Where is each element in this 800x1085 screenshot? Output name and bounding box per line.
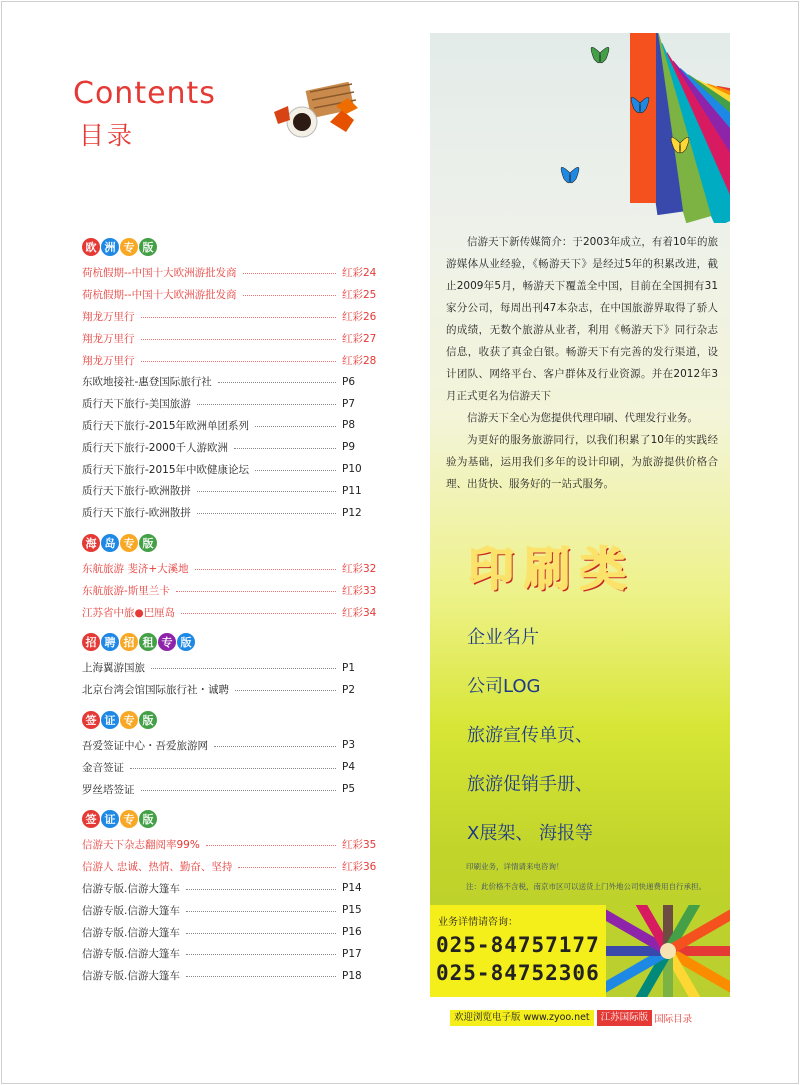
butterfly-icon bbox=[591, 47, 609, 63]
section-title-char: 专 bbox=[120, 810, 138, 828]
footer-site: 欢迎浏览电子版 www.zyoo.net bbox=[450, 1010, 594, 1026]
section-header bbox=[82, 232, 382, 262]
contents-entry-name: 信游天下杂志翻阅率99% bbox=[82, 839, 200, 852]
contents-entry-name: 金音签证 bbox=[82, 761, 124, 774]
contents-entry-name: 东欧地接社-惠登国际旅行社 bbox=[82, 376, 212, 389]
contents-entry-name: 北京台湾会馆国际旅行社・诚聘 bbox=[82, 684, 229, 697]
contents-entry-name: 信游专版.信游大篷车 bbox=[82, 882, 180, 895]
dot-leader bbox=[218, 382, 336, 383]
dot-leader bbox=[197, 491, 336, 492]
section-title-char: 租 bbox=[139, 633, 157, 651]
section-header bbox=[82, 528, 382, 558]
intro-paragraph-1: 信游天下新传媒简介：于2003年成立，有着10年的旅游媒体从业经验，《畅游天下》是经过5年的积累改进，截止2009年5月，畅游天下覆盖全中国，目前在全国拥有31家分公司，每周出刊47本杂志，在中国旅游界取得了骄人的成绩，无数个旅游从业者，利用《畅游天下》同行杂志信息，收获了真金白银。畅游天下有完善的发行渠道，设计团队、网络平台、客户群体及行业资源。并在2012年3月正式更名为信游天下 bbox=[446, 236, 718, 402]
contents-entry-name: 质行天下旅行-欧洲散拼 bbox=[82, 507, 191, 520]
contents-row[interactable] bbox=[82, 735, 382, 757]
contents-entry-page: P17 bbox=[342, 947, 362, 960]
section-header bbox=[82, 627, 382, 657]
contents-entry-name: 质行天下旅行-2000千人游欧洲 bbox=[82, 441, 229, 454]
contents-entry-page: 红彩35 bbox=[342, 839, 377, 852]
contents-row[interactable] bbox=[82, 371, 382, 393]
contact-label: 业务详情请咨询： bbox=[438, 917, 518, 928]
contents-row[interactable] bbox=[82, 436, 382, 458]
service-item: 旅游宣传单页、 bbox=[467, 725, 593, 746]
section bbox=[82, 528, 382, 623]
contents-row[interactable] bbox=[82, 458, 382, 480]
contents-row[interactable] bbox=[82, 778, 382, 800]
section-header bbox=[82, 705, 382, 735]
service-item: X展架、 海报等 bbox=[467, 823, 594, 844]
section-title-char: 专 bbox=[120, 238, 138, 256]
fan-strip bbox=[630, 33, 656, 203]
phone-number-2: 025-84752306 bbox=[436, 961, 600, 985]
contents-entry-name: 信游专版.信游大篷车 bbox=[82, 948, 180, 961]
print-category-title: 印刷类 bbox=[468, 542, 636, 596]
contents-entry-name: 东航旅游 斐济+大溪地 bbox=[82, 562, 189, 575]
contents-entry-name: 荷杭假期--中国十大欧洲游批发商 bbox=[82, 267, 237, 280]
contents-row[interactable] bbox=[82, 262, 382, 284]
contents-row[interactable] bbox=[82, 679, 382, 701]
section bbox=[82, 627, 382, 701]
contents-entry-page: P10 bbox=[342, 463, 362, 476]
contents-row[interactable] bbox=[82, 899, 382, 921]
section-title-char: 洲 bbox=[101, 238, 119, 256]
section-title-char: 版 bbox=[177, 633, 195, 651]
color-fan-butterflies-image bbox=[530, 33, 730, 223]
service-item: 旅游促销手册、 bbox=[467, 774, 593, 795]
intro-paragraph-2: 信游天下全心为您提供代理印刷、代理发行业务。 bbox=[467, 412, 698, 424]
contents-entry-page: P14 bbox=[342, 882, 362, 895]
contents-row[interactable] bbox=[82, 415, 382, 437]
pencil-center bbox=[660, 943, 676, 959]
section bbox=[82, 232, 382, 524]
footer bbox=[450, 1010, 692, 1026]
contents-entry-name: 上海翼游国旅 bbox=[82, 662, 145, 675]
contents-entry-name: 质行天下旅行-2015年欧洲单团系列 bbox=[82, 419, 250, 432]
contents-entry-page: P8 bbox=[342, 419, 356, 432]
dot-leader bbox=[186, 933, 336, 934]
contents-row[interactable] bbox=[82, 558, 382, 580]
contents-entry-page: 红彩24 bbox=[342, 267, 377, 280]
contents-entry-name: 质行天下旅行-2015年中欧健康论坛 bbox=[82, 463, 250, 476]
section-title-char: 证 bbox=[101, 810, 119, 828]
dot-leader bbox=[130, 768, 336, 769]
service-item: 企业名片 bbox=[467, 627, 539, 648]
dot-leader bbox=[181, 613, 336, 614]
section bbox=[82, 705, 382, 800]
contents-row[interactable] bbox=[82, 965, 382, 987]
contents-row[interactable] bbox=[82, 921, 382, 943]
dot-leader bbox=[197, 404, 336, 405]
coffee-leaves-decoration bbox=[270, 82, 360, 142]
service-item: 公司LOG bbox=[467, 676, 541, 697]
section-title-char: 招 bbox=[82, 633, 100, 651]
contents-row[interactable] bbox=[82, 393, 382, 415]
contents-entry-name: 质行天下旅行-欧洲散拼 bbox=[82, 485, 191, 498]
section-title-char: 专 bbox=[158, 633, 176, 651]
contents-row[interactable] bbox=[82, 657, 382, 679]
contents-entry-name: 江苏省中旅●巴厘岛 bbox=[82, 606, 176, 619]
contents-entry-page: P6 bbox=[342, 375, 356, 388]
contents-entry-page: P4 bbox=[342, 761, 356, 774]
contents-entry-page: P16 bbox=[342, 926, 362, 939]
dot-leader bbox=[176, 591, 336, 592]
contents-entry-name: 翔龙万里行 bbox=[82, 354, 135, 367]
contents-entry-page: 红彩32 bbox=[342, 562, 377, 575]
section-title-char: 版 bbox=[139, 810, 157, 828]
section-title-char: 证 bbox=[101, 711, 119, 729]
contents-row[interactable] bbox=[82, 756, 382, 778]
price-note: 注：此价格不含税，南京市区可以送货上门外地公司快递费用自行承担。 bbox=[466, 882, 706, 891]
section-title-char: 专 bbox=[120, 534, 138, 552]
colored-pencils-image bbox=[606, 905, 730, 997]
contents-entry-name: 信游人 忠诚、热情、勤奋、坚持 bbox=[82, 861, 233, 874]
contents-row[interactable] bbox=[82, 856, 382, 878]
promo-panel bbox=[430, 33, 730, 997]
contents-row[interactable] bbox=[82, 601, 382, 623]
section-title-char: 专 bbox=[120, 711, 138, 729]
contents-row[interactable] bbox=[82, 284, 382, 306]
dot-leader bbox=[243, 273, 336, 274]
contents-entry-name: 质行天下旅行-美国旅游 bbox=[82, 398, 191, 411]
dot-leader bbox=[186, 911, 336, 912]
contents-entry-name: 东航旅游-斯里兰卡 bbox=[82, 584, 170, 597]
dot-leader bbox=[234, 448, 336, 449]
contents-row[interactable] bbox=[82, 943, 382, 965]
contents-entry-page: P3 bbox=[342, 739, 356, 752]
contents-row[interactable] bbox=[82, 349, 382, 371]
dot-leader bbox=[186, 889, 336, 890]
contents-entry-name: 吾爱签证中心・吾爱旅游网 bbox=[82, 739, 208, 752]
dot-leader bbox=[141, 361, 337, 362]
section-title-char: 版 bbox=[139, 534, 157, 552]
dot-leader bbox=[186, 954, 336, 955]
contents-list bbox=[82, 228, 382, 989]
butterfly-icon bbox=[561, 167, 579, 183]
contents-entry-name: 罗丝塔签证 bbox=[82, 783, 135, 796]
dot-leader bbox=[141, 317, 337, 318]
contents-entry-page: P5 bbox=[342, 783, 356, 796]
contents-entry-page: 红彩28 bbox=[342, 354, 377, 367]
contents-entry-page: 红彩26 bbox=[342, 310, 377, 323]
contents-entry-page: 红彩34 bbox=[342, 606, 377, 619]
dot-leader bbox=[243, 295, 336, 296]
contents-row[interactable] bbox=[82, 834, 382, 856]
intro-paragraph-3: 为更好的服务旅游同行，以我们积累了10年的实践经验为基础，运用我们多年的设计印刷，为旅游提供价格合理、出货快、服务好的一站式服务。 bbox=[446, 434, 718, 490]
contents-entry-page: 红彩33 bbox=[342, 584, 377, 597]
contents-row[interactable] bbox=[82, 327, 382, 349]
contents-row[interactable] bbox=[82, 306, 382, 328]
contents-entry-page: 红彩27 bbox=[342, 332, 377, 345]
dot-leader bbox=[206, 845, 336, 846]
contents-entry-name: 翔龙万里行 bbox=[82, 332, 135, 345]
section-title-char: 签 bbox=[82, 810, 100, 828]
dot-leader bbox=[238, 867, 336, 868]
contents-entry-page: 红彩36 bbox=[342, 861, 377, 874]
footer-tag: 国际目录 bbox=[654, 1014, 693, 1025]
section-title-char: 版 bbox=[139, 711, 157, 729]
section-title-char: 欧 bbox=[82, 238, 100, 256]
contents-entry-page: P7 bbox=[342, 397, 356, 410]
contents-row[interactable] bbox=[82, 480, 382, 502]
contents-title-en: Contents bbox=[73, 76, 216, 111]
contents-row[interactable] bbox=[82, 502, 382, 524]
dot-leader bbox=[141, 339, 337, 340]
contact-box bbox=[430, 905, 606, 997]
contents-entry-page: P15 bbox=[342, 904, 362, 917]
contents-title-zh: 目录 bbox=[79, 121, 136, 150]
footer-edition: 江苏国际版 bbox=[597, 1010, 653, 1026]
dot-leader bbox=[255, 470, 336, 471]
dot-leader bbox=[195, 569, 336, 570]
contents-entry-name: 翔龙万里行 bbox=[82, 310, 135, 323]
contents-entry-page: P18 bbox=[342, 969, 362, 982]
section bbox=[82, 804, 382, 987]
contents-entry-name: 荷杭假期--中国十大欧洲游批发商 bbox=[82, 289, 237, 302]
section-title-char: 签 bbox=[82, 711, 100, 729]
section-title-char: 聘 bbox=[101, 633, 119, 651]
contents-entry-page: P1 bbox=[342, 661, 356, 674]
contents-entry-name: 信游专版.信游大篷车 bbox=[82, 904, 180, 917]
contents-entry-page: P2 bbox=[342, 683, 356, 696]
contents-entry-page: P11 bbox=[342, 484, 362, 497]
section-title-char: 岛 bbox=[101, 534, 119, 552]
dot-leader bbox=[214, 746, 336, 747]
section-title-char: 海 bbox=[82, 534, 100, 552]
dot-leader bbox=[235, 690, 336, 691]
dot-leader bbox=[151, 668, 336, 669]
dot-leader bbox=[186, 976, 336, 977]
contents-entry-name: 信游专版.信游大篷车 bbox=[82, 970, 180, 983]
contents-entry-name: 信游专版.信游大篷车 bbox=[82, 926, 180, 939]
dot-leader bbox=[255, 426, 336, 427]
services-list bbox=[467, 623, 593, 868]
contents-entry-page: P12 bbox=[342, 506, 362, 519]
contents-entry-page: P9 bbox=[342, 441, 356, 454]
contents-row[interactable] bbox=[82, 579, 382, 601]
dot-leader bbox=[141, 790, 337, 791]
section-title-char: 版 bbox=[139, 238, 157, 256]
section-title-char: 招 bbox=[120, 633, 138, 651]
contents-entry-page: 红彩25 bbox=[342, 289, 377, 302]
phone-number-1: 025-84757177 bbox=[436, 933, 600, 957]
company-intro bbox=[446, 231, 718, 495]
dot-leader bbox=[197, 513, 336, 514]
contents-row[interactable] bbox=[82, 878, 382, 900]
print-note: 印刷业务，详情请来电咨询！ bbox=[466, 862, 564, 871]
section-header bbox=[82, 804, 382, 834]
